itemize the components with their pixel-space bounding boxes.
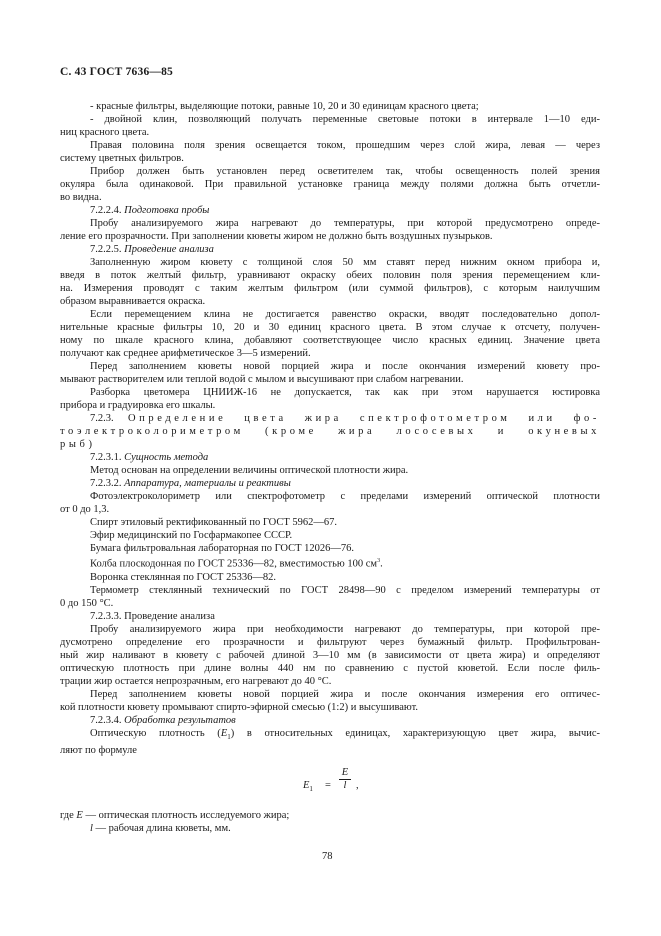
paragraph: Пробу анализируемого жира нагревают до температуры, при которой предусмотрено опреде- [90, 218, 600, 229]
paragraph: Прибор должен быть установлен перед осветителем так, чтобы освещенность полей зрения [90, 166, 600, 177]
section-heading: 7.2.3. Определение цвета жира спектрофотометром или фо- [90, 413, 600, 424]
paragraph: ление его прозрачности. При заполнении кюветы жиром не должно быть воздушных пузырьков. [60, 231, 493, 242]
paragraph: ному по шкале красного клина, добавляют соответствующее число красных единиц. Значение цвета [60, 335, 600, 346]
list-item: Воронка стеклянная по ГОСТ 25336—82. [90, 571, 276, 583]
paragraph: на. Измерения проводят с таким желтым фильтром (или суммой фильтров), с которым наилучшим [60, 283, 600, 294]
formula-comma: , [356, 779, 359, 791]
section-heading: 7.2.2.4. Подготовка пробы [90, 205, 210, 216]
paragraph: - красные фильтры, выделяющие потоки, равные 10, 20 и 30 единицам красного цвета; [90, 101, 479, 112]
paragraph: Перед заполнением кюветы новой порцией жира и после окончания измерений кювету про- [90, 361, 600, 372]
paragraph: Оптическую плотность $(E_1)$ в относительных единицах, характеризующую цвет жира, вычис- [90, 727, 600, 741]
paragraph: ный жир наливают в кювету с рабочей длиной 3—10 мм (в зависимости от цвета жира) и определяют [60, 649, 600, 661]
list-item: Спирт этиловый ректификованный по ГОСТ 5962—67. [90, 517, 338, 528]
paragraph: ниц красного цвета. [60, 127, 150, 138]
paragraph: от 0 до 1,3. [60, 504, 110, 515]
paragraph: Правая половина поля зрения освещается током, прошедшим через слой жира, левая — через [90, 140, 600, 151]
section-heading: рыб) [60, 439, 96, 450]
list-item: Колба плоскодонная по ГОСТ 25336—82, вместимостью 100 $см^3$. [90, 558, 383, 570]
paragraph: Метод основан на определении величины оптической плотности жира. [90, 465, 409, 476]
paragraph: кой плотности кювету промывают спирто-эфирной смесью (1:2) и высушивают. [60, 701, 419, 713]
formula-denominator: l [343, 779, 347, 791]
section-heading: тоэлектроколориметром (кроме жира лососевых и окуневых [60, 426, 600, 437]
paragraph: нительные красные фильтры 10, 20 и 30 единиц красного цвета. В этом случае к отсчету, получен- [60, 322, 600, 333]
paragraph: Разборка цветомера ЦНИИЖ-16 не допускается, так как при этом нарушается юстировка [90, 387, 600, 398]
page-header: С. 43 ГОСТ 7636—85 [60, 66, 173, 78]
paragraph: дусмотрено определение его прозрачности и фильтруют через бумажный фильтр. Профильтрован- [60, 636, 600, 648]
list-item: Бумага фильтровальная лабораторная по ГОСТ 12026—76. [90, 543, 355, 554]
formula-numerator: E [339, 767, 351, 780]
paragraph: во видна. [60, 192, 102, 203]
paragraph: ляют по формуле [60, 744, 137, 756]
list-item: Термометр стеклянный технический по ГОСТ 28498—90 с пределом измерений температуры от [90, 584, 600, 596]
paragraph: оптическую плотность при длине волны 440 нм по сравнению с пустой кюветой. Если после филь- [60, 662, 600, 674]
formula-lhs: $E_1$ [303, 779, 313, 793]
definition-line: l — рабочая длина кюветы, мм. [90, 822, 231, 834]
paragraph: окуляра была одинаковой. При правильной установке граница между полями должна быть отчетли- [60, 179, 600, 190]
list-item: Эфир медицинский по Госфармакопее СССР. [90, 530, 293, 541]
paragraph: Фотоэлектроколориметр или спектрофотометр с пределами измерений оптической плотности [90, 491, 600, 502]
paragraph: Заполненную жиром кювету с толщиной слоя 50 мм ставят перед нижним окном прибора и, [90, 257, 600, 268]
paragraph: Пробу анализируемого жира при необходимости нагревают до температуры, при которой пре- [90, 623, 600, 635]
paragraph: образом выравнивается окраска. [60, 296, 206, 307]
paragraph: - двойной клин, позволяющий получать переменные световые потоки в интервале 1—10 еди- [90, 114, 600, 125]
definition-line: где E — оптическая плотность исследуемого жира; [60, 809, 290, 821]
section-heading: 7.2.3.3. Проведение анализа [90, 610, 215, 622]
paragraph: прибора и градуировка его шкалы. [60, 400, 216, 411]
formula-fraction [339, 767, 351, 792]
section-heading: 7.2.3.2. Аппаратура, материалы и реактивы [90, 478, 291, 489]
paragraph: трации жир остается непрозрачным, его нагревают до 40 °С. [60, 675, 332, 687]
paragraph: введя в поток желтый фильтр, уравнивают окраску обеих половин поля зрения перемещением кли- [60, 270, 600, 281]
section-heading: 7.2.2.5. Проведение анализа [90, 244, 214, 255]
paragraph: 0 до 150 °С. [60, 597, 114, 609]
formula [60, 757, 600, 809]
document-body [60, 100, 600, 835]
paragraph: систему цветных фильтров. [60, 153, 184, 164]
formula-equals: = [325, 779, 331, 791]
section-heading: 7.2.3.4. Обработка результатов [90, 714, 236, 726]
paragraph: Перед заполнением кюветы новой порцией жира и после окончания измерения его оптичес- [90, 688, 600, 700]
paragraph: Если перемещением клина не достигается равенство окраски, вводят последовательно допол- [90, 309, 600, 320]
page-number: 78 [322, 851, 333, 862]
section-heading: 7.2.3.1. Сущность метода [90, 452, 209, 463]
paragraph: мывают растворителем или теплой водой с мылом и высушивают при слабом нагревании. [60, 374, 464, 385]
paragraph: получают как среднее арифметическое 3—5 измерений. [60, 348, 311, 359]
